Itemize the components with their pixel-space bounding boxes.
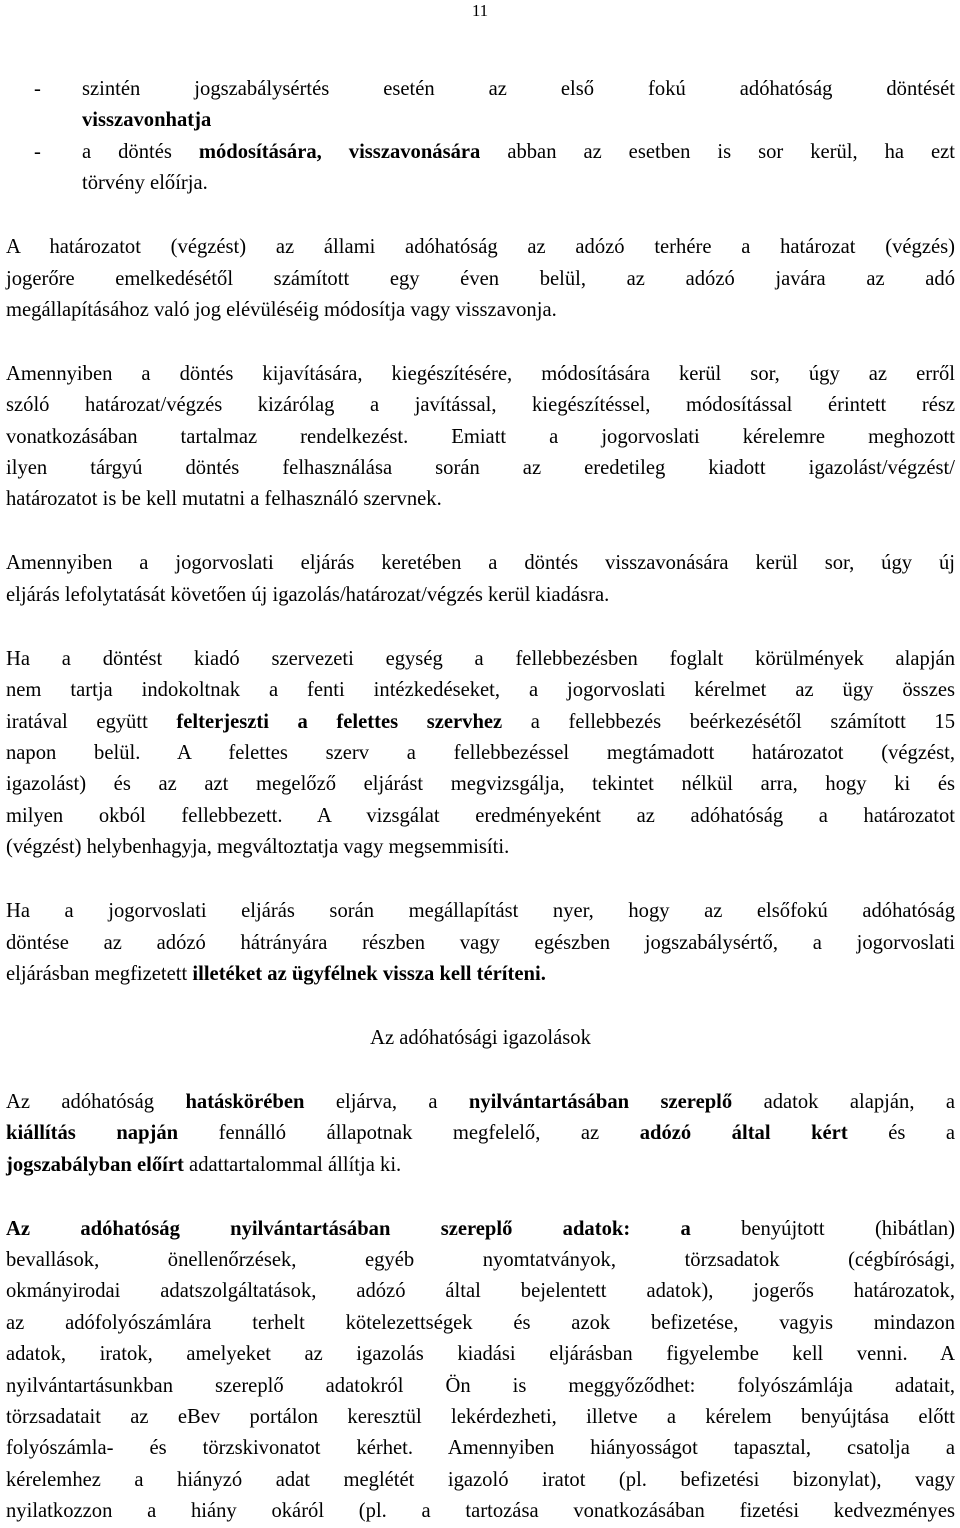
text-line: nyilvántartásunkban szereplő adatokról Ön is meggyőződhet: folyószámlája adatait, <box>6 1374 955 1397</box>
bullet-item-2: - a döntés módosítására, visszavonására abban az esetben is sor kerül, ha ezt <box>6 137 955 168</box>
section-heading: Az adóhatósági igazolások <box>370 1026 591 1049</box>
document-body <box>6 74 955 1528</box>
text-line: kiállítás napján fennálló állapotnak megfelelő, az adózó által kért és a <box>6 1122 955 1145</box>
text-line: (végzést) helybenhagyja, megváltoztatja vagy megsemmisíti. <box>6 836 510 859</box>
text-line: Amennyiben a döntés kijavítására, kiegészítésére, módosítására kerül sor, úgy az erről <box>6 362 955 385</box>
paragraph-2 <box>6 359 955 516</box>
text-line: nem tartja indokoltnak a fenti intézkedéseket, a jogorvoslati kérelmet az ügy összes <box>6 679 955 702</box>
text-line: kérelemhez a hiányzó adat meglétét igazoló iratot (pl. befizetési bizonylat), vagy <box>6 1468 955 1491</box>
bullet-item-2-cont: törvény előírja. <box>82 172 208 195</box>
paragraph-1 <box>6 232 955 326</box>
text-line: Ha a jogorvoslati eljárás során megállapítást nyer, hogy az elsőfokú adóhatóság <box>6 900 955 923</box>
text-line: szóló határozat/végzés kizárólag a javítással, kiegészítéssel, módosítással érintett rész <box>6 394 955 417</box>
text-line: döntése az adózó hátrányára részben vagy egészben jogszabálysértő, a jogorvoslati <box>6 931 955 954</box>
text-line: Amennyiben a jogorvoslati eljárás keretében a döntés visszavonására kerül sor, úgy új <box>6 552 955 575</box>
text-line: folyószámla- és törzskivonatot kérhet. Amennyiben hiányosságot tapasztal, csatolja a <box>6 1437 955 1460</box>
bullet-list <box>6 74 955 200</box>
text-line: adatok, iratok, amelyeket az igazolás kiadási eljárásban figyelembe kell venni. A <box>6 1343 955 1366</box>
paragraph-7 <box>6 1214 955 1528</box>
text-line: Az adóhatóság hatáskörében eljárva, a nyilvántartásában szereplő adatok alapján, a <box>6 1090 956 1113</box>
text-line: ilyen tárgyú döntés felhasználása során az eredetileg kiadott igazolást/végzést/ <box>6 457 955 480</box>
bullet-dash: - <box>34 140 41 163</box>
text-line: jogerőre emelkedésétől számított egy éven belül, az adózó javára az adó <box>6 267 955 290</box>
bullet-dash: - <box>34 78 41 100</box>
text-line: Az adóhatóság nyilvántartásában szereplő adatok: a benyújtott (hibátlan) <box>6 1217 955 1240</box>
text-line: határozatot is be kell mutatni a felhasználó szervnek. <box>6 488 442 511</box>
text-line: A határozatot (végzést) az állami adóhatóság az adózó terhére a határozat (végzés) <box>6 236 955 259</box>
text-line: igazolást) és az azt megelőző eljárást megvizsgálja, tekintet nélkül arra, hogy ki és <box>6 773 955 796</box>
bullet-item-1-cont: visszavonhatja <box>82 109 212 132</box>
text-line: milyen okból fellebbezett. A vizsgálat eredményeként az adóhatóság a határozatot <box>6 804 955 827</box>
bullet-item-1: - szintén jogszabálysértés esetén az első fokú adóhatóság döntését <box>6 74 955 105</box>
text-line: okmányirodai adatszolgáltatások, adózó által bejelentett adatok), jogerős határozatok, <box>6 1280 955 1303</box>
text-line: eljárás lefolytatását követően új igazolás/határozat/végzés kerül kiadásra. <box>6 583 610 606</box>
paragraph-4 <box>6 644 955 864</box>
paragraph-5 <box>6 896 955 990</box>
text-line: iratával együtt felterjeszti a felettes szervhez a fellebbezés beérkezésétől számított 15 <box>6 710 955 733</box>
paragraph-6 <box>6 1087 955 1181</box>
text-line: Ha a döntést kiadó szervezeti egység a fellebbezésben foglalt körülmények alapján <box>6 647 955 670</box>
text-line: jogszabályban előírt adattartalommal állítja ki. <box>6 1153 402 1176</box>
text-line: nyilatkozzon a hiány okáról (pl. a tartozása vonatkozásában fizetési kedvezményes <box>6 1500 955 1523</box>
text-line: törzsadatait az eBev portálon keresztül lekérdezheti, illetve a kérelem benyújtása előtt <box>6 1406 955 1429</box>
text-line: bevallások, önellenőrzések, egyéb nyomtatványok, törzsadatok (cégbírósági, <box>6 1249 955 1272</box>
text-line: napon belül. A felettes szerv a fellebbezéssel megtámadott határozatot (végzést, <box>6 742 955 765</box>
text-line: megállapításához való jog elévüléséig módosítja vagy visszavonja. <box>6 298 557 321</box>
paragraph-3 <box>6 548 955 611</box>
text-line: vonatkozásában tartalmaz rendelkezést. Emiatt a jogorvoslati kérelemre meghozott <box>6 425 955 448</box>
text-line: eljárásban megfizetett illetéket az ügyfélnek vissza kell téríteni. <box>6 962 546 985</box>
page-number: 11 <box>471 1 489 20</box>
text-line: az adófolyószámlára terhelt kötelezettségek és azok befizetése, vagyis mindazon <box>6 1311 955 1334</box>
